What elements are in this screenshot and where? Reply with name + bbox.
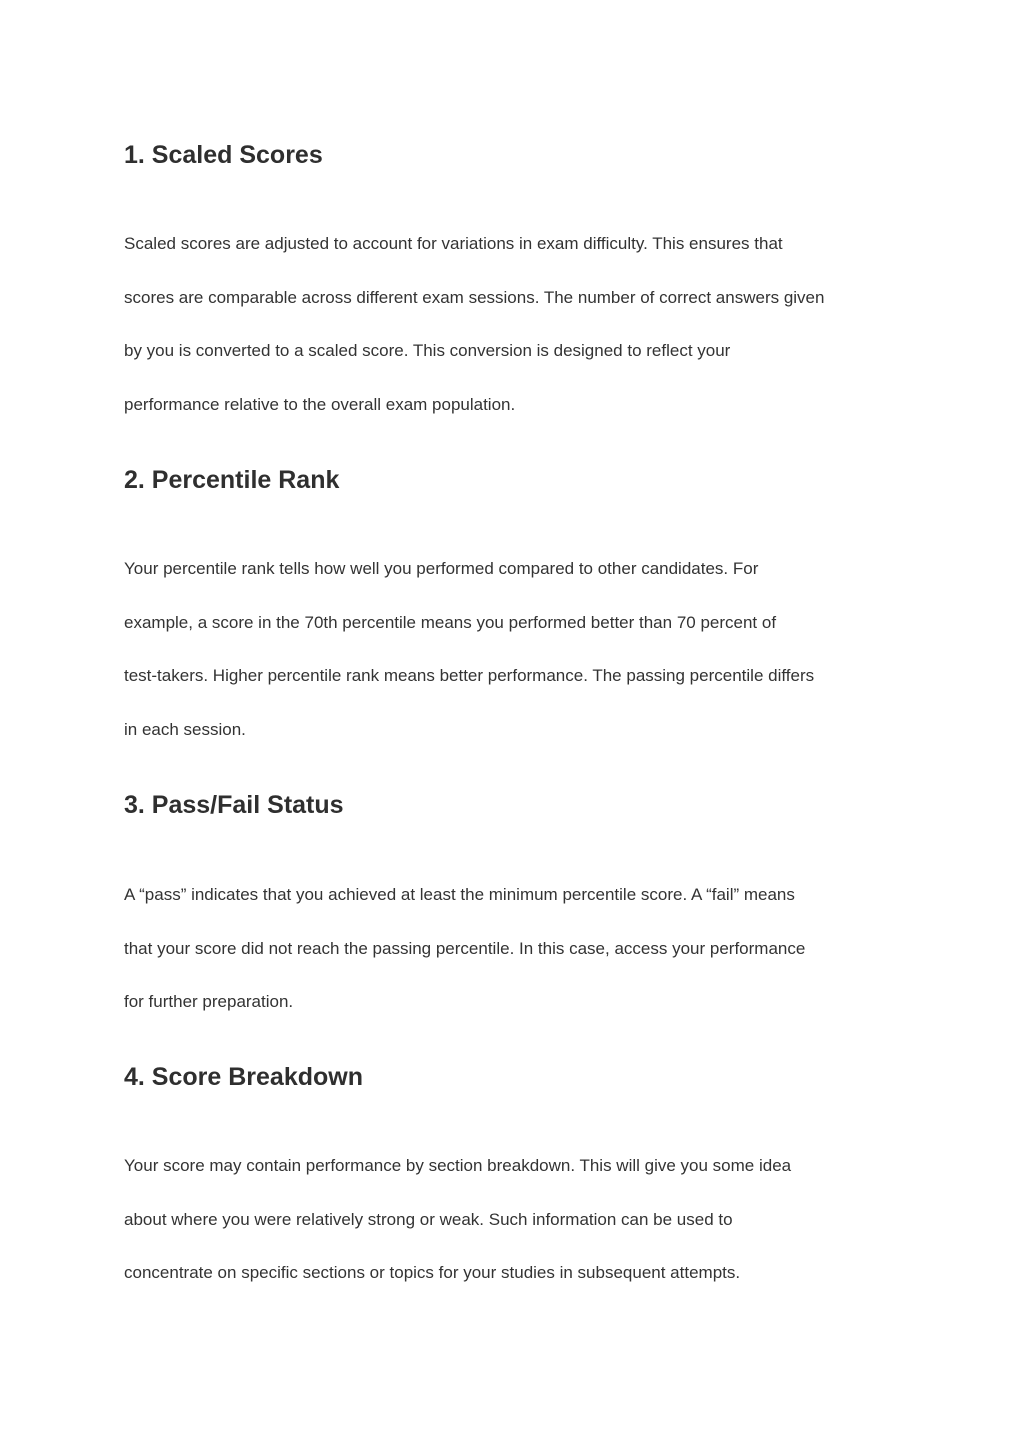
paragraph-line: for further preparation.: [124, 992, 294, 1011]
section-percentile-rank: [124, 465, 904, 756]
section-heading: 3. Pass/Fail Status: [124, 791, 344, 819]
section-score-breakdown: [124, 1062, 904, 1300]
section-scaled-scores: [124, 140, 904, 431]
paragraph-line: that your score did not reach the passing percentile. In this case, access your performance: [124, 938, 806, 958]
paragraph-line: Scaled scores are adjusted to account for variations in exam difficulty. This ensures that: [124, 234, 783, 253]
section-heading: 1. Scaled Scores: [124, 141, 323, 169]
section-paragraph: [124, 217, 904, 431]
section-paragraph: [124, 1139, 904, 1300]
section-pass-fail-status: [124, 790, 904, 1029]
section-heading: 2. Percentile Rank: [124, 466, 340, 494]
paragraph-line: A “pass” indicates that you achieved at least the minimum percentile score. A “fail” means: [124, 885, 795, 904]
paragraph-line: about where you were relatively strong or weak. Such information can be used to: [124, 1209, 733, 1229]
paragraph-line: concentrate on specific sections or topics for your studies in subsequent attempts.: [124, 1263, 741, 1282]
paragraph-line: example, a score in the 70th percentile means you performed better than 70 percent of: [124, 612, 777, 632]
paragraph-line: Your score may contain performance by section breakdown. This will give you some idea: [124, 1156, 792, 1175]
paragraph-line: in each session.: [124, 719, 246, 739]
section-heading: 4. Score Breakdown: [124, 1063, 363, 1091]
paragraph-line: Your percentile rank tells how well you performed compared to other candidates. For: [124, 559, 759, 578]
section-paragraph: [124, 542, 904, 756]
paragraph-line: test-takers. Higher percentile rank means better performance. The passing percentile differs: [124, 666, 815, 685]
paragraph-line: performance relative to the overall exam population.: [124, 394, 516, 414]
paragraph-line: by you is converted to a scaled score. This conversion is designed to reflect your: [124, 341, 731, 360]
paragraph-line: scores are comparable across different exam sessions. The number of correct answers given: [124, 287, 825, 307]
section-paragraph: [124, 868, 904, 1029]
